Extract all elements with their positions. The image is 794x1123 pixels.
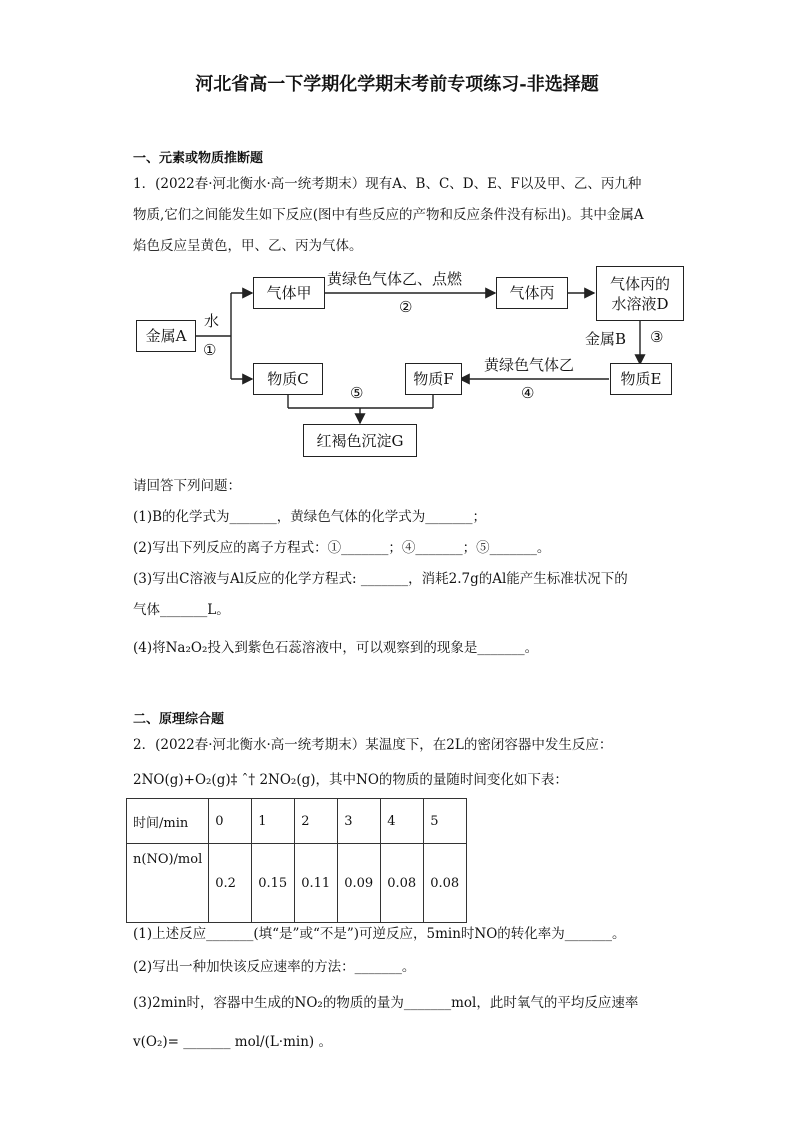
- label-reaction-5: ⑤: [350, 384, 364, 402]
- table-cell: 4: [381, 799, 424, 844]
- box-substance-f: 物质F: [405, 363, 462, 395]
- q2-text-line2: 2NO(g)+O₂(g)‡ ˆ† 2NO₂(g)，其中NO的物质的量随时间变化如下表：: [133, 772, 568, 788]
- q1-text-line2: 物质,它们之间能发生如下反应(图中有些反应的产物和反应条件没有标出)。其中金属A: [133, 207, 644, 223]
- box-gas-jia: 气体甲: [253, 277, 325, 309]
- table-row: [127, 799, 467, 844]
- q2-sub3-line1: (3)2min时，容器中生成的NO₂的物质的量为_______mol，此时氧气的平均反应速率: [133, 995, 639, 1011]
- section1-heading: 一、元素或物质推断题: [133, 151, 264, 166]
- q1-prompt: 请回答下列问题：: [133, 478, 241, 494]
- q1-sub3-line1: (3)写出C溶液与Al反应的化学方程式: _______，消耗2.7g的Al能产生标准状况下的: [133, 571, 628, 587]
- label-reaction-2: ②: [399, 298, 413, 316]
- section2-heading: 二、原理综合题: [133, 712, 225, 727]
- q1-text-line1: 1．(2022春·河北衡水·高一统考期末）现有A、B、C、D、E、F以及甲、乙、丙九种: [133, 176, 642, 192]
- table-row: [127, 844, 467, 923]
- table-cell: 0.09: [338, 844, 381, 923]
- q1-sub1: (1)B的化学式为_______，黄绿色气体的化学式为_______；: [133, 509, 487, 525]
- box-metal-a: 金属A: [136, 320, 196, 352]
- label-metal-b: 金属B: [585, 330, 627, 348]
- table-cell: 0.11: [295, 844, 338, 923]
- table-cell: 5: [424, 799, 467, 844]
- solution-d-line2: 水溶液D: [611, 294, 669, 313]
- page-title: 河北省高一下学期化学期末考前专项练习-非选择题: [195, 74, 599, 95]
- q2-sub3-line2: v(O₂)= _______ mol/(L·min) 。: [133, 1034, 332, 1050]
- no-amount-table: [126, 798, 467, 923]
- table-cell: 0.08: [424, 844, 467, 923]
- label-reaction-4: ④: [521, 384, 535, 402]
- box-precipitate-g: 红褐色沉淀G: [303, 424, 417, 457]
- box-substance-c: 物质C: [253, 363, 323, 395]
- box-gas-bing: 气体丙: [496, 277, 568, 309]
- table-cell: 3: [338, 799, 381, 844]
- q2-text-line1: 2．(2022春·河北衡水·高一统考期末）某温度下，在2L的密闭容器中发生反应：: [133, 737, 613, 753]
- box-solution-d: [596, 266, 684, 321]
- table-header-time: 时间/min: [127, 799, 209, 844]
- table-cell: 0: [209, 799, 252, 844]
- table-cell: 1: [252, 799, 295, 844]
- label-yellow-green-gas-ignite: 黄绿色气体乙、点燃: [327, 270, 463, 288]
- table-cell: 0.08: [381, 844, 424, 923]
- q1-text-line3: 焰色反应呈黄色，甲、乙、丙为气体。: [133, 238, 363, 254]
- table-header-n-no: n(NO)/mol: [127, 844, 209, 923]
- q2-sub2: (2)写出一种加快该反应速率的方法：_______。: [133, 959, 416, 975]
- q1-sub4: (4)将Na₂O₂投入到紫色石蕊溶液中，可以观察到的现象是_______。: [133, 640, 539, 656]
- label-reaction-3: ③: [650, 328, 664, 346]
- reaction-flow-diagram: [0, 0, 794, 480]
- q1-sub3-line2: 气体_______L。: [133, 602, 230, 618]
- solution-d-line1: 气体丙的: [609, 274, 670, 293]
- table-cell: 2: [295, 799, 338, 844]
- q2-sub1: (1)上述反应_______(填“是”或“不是”)可逆反应，5min时NO的转化率为_______。: [133, 926, 626, 942]
- table-cell: 0.2: [209, 844, 252, 923]
- label-yellow-green-gas: 黄绿色气体乙: [484, 356, 575, 374]
- box-substance-e: 物质E: [610, 363, 672, 395]
- q1-sub2: (2)写出下列反应的离子方程式：①_______；④_______；⑤_______。: [133, 540, 551, 556]
- label-reaction-1: ①: [203, 341, 217, 359]
- table-cell: 0.15: [252, 844, 295, 923]
- label-water: 水: [204, 312, 220, 330]
